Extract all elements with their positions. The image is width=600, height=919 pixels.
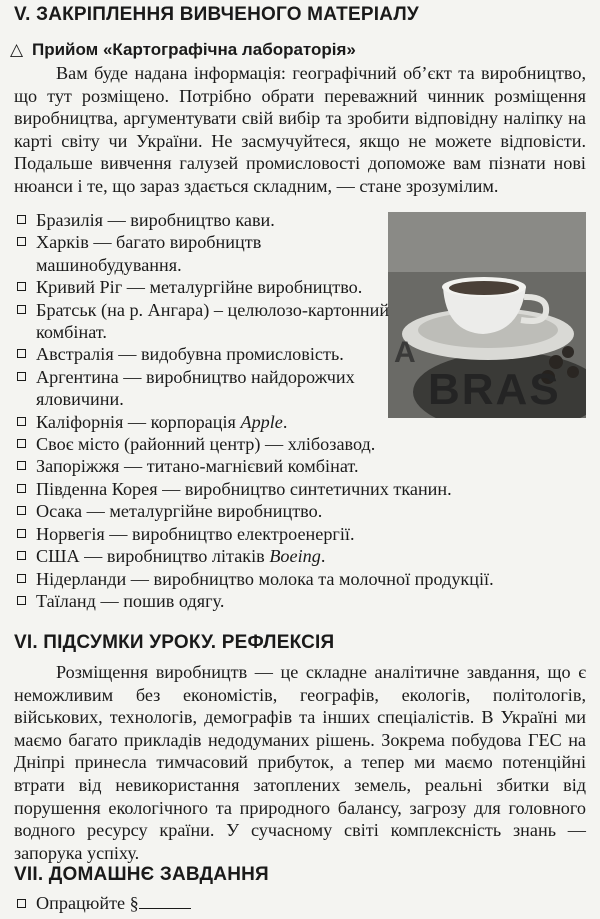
checkbox-icon [17, 596, 26, 605]
photo-letters-a: A [394, 336, 416, 369]
checkbox-icon [17, 484, 26, 493]
checkbox-icon [17, 439, 26, 448]
checkbox-icon [17, 237, 26, 246]
section-7-title: VII. ДОМАШНЄ ЗАВДАННЯ [14, 864, 269, 885]
intro-paragraph: Вам буде надана інформація: географічний об’єкт та виробництво, що тут розміщено. Потрібно обрати переважний чинник розміщення виробництва, аргументувати свій вибір та зробити відповідну наліпку на карті світу чи України. Не засмучуйтеся, якщо не можете відповісти. Подальше вивчення галузей промисловості допоможе вам пізнати нові нюанси і те, що зараз здається складним, — стане зрозумілим. [14, 63, 586, 196]
checkbox-icon [17, 372, 26, 381]
list-item: Нідерланди — виробництво молока та молочної продукції. [14, 568, 586, 590]
list-item: Норвегія — виробництво електроенергії. [14, 523, 586, 545]
list-item: Кривий Ріг — металургійне виробництво. [14, 276, 396, 298]
homework-task: Опрацюйте § [36, 893, 139, 913]
list-item: Аргентина — виробництво найдорожчих яловичини. [14, 366, 396, 411]
paragraph-number-blank[interactable] [139, 894, 191, 909]
list-item: Харків — багато виробництв машинобудування. [14, 231, 396, 276]
list-item: Запоріжжя — титано-магнієвий комбінат. [14, 455, 586, 477]
section-6-title: VI. ПІДСУМКИ УРОКУ. РЕФЛЕКСІЯ [14, 632, 335, 653]
list-item: США — виробництво літаків Boeing. [14, 545, 586, 567]
checkbox-icon [17, 215, 26, 224]
homework-item [14, 893, 191, 914]
technique-heading [10, 40, 356, 60]
technique-title: Прийом «Картографічна лабораторія» [32, 40, 356, 59]
list-item: Таїланд — пошив одягу. [14, 590, 586, 612]
list-item: Братськ (на р. Ангара) – целюлозо-картонний комбінат. [14, 299, 396, 344]
list-item: Осака — металургійне виробництво. [14, 500, 586, 522]
triangle-icon: △ [10, 40, 24, 59]
list-item: Бразилія — виробництво кави. [14, 209, 396, 231]
section-5-title: V. ЗАКРІПЛЕННЯ ВИВЧЕНОГО МАТЕРІАЛУ [14, 4, 419, 25]
reflection-paragraph: Розміщення виробництв — це складне аналітичне завдання, що є неможливим без економістів, географів, екологів, політологів, військових, технологів, демографів та інших спеціалістів. В Україні ми маємо багато прикладів недодуманих рішень. Зокрема побудова ГЕС на Дніпрі принесла тимчасовий прибуток, а тепер ми маємо потенційні втрати від невикористання затоплених земель, реальні збитки від порушення екологічного та природного балансу, загрозу для головного водного ресурсу країни. У сучасному світі комплексність знань — запорука успіху. [14, 662, 586, 863]
checkbox-icon [17, 461, 26, 470]
checkbox-icon [17, 529, 26, 538]
checkbox-icon [17, 417, 26, 426]
location-list [14, 209, 586, 612]
list-item: Австралія — видобувна промисловість. [14, 343, 396, 365]
list-item: Каліфорнія — корпорація Apple. [14, 411, 586, 433]
checkbox-icon [17, 305, 26, 314]
checkbox-icon [17, 282, 26, 291]
checkbox-icon [17, 551, 26, 560]
checkbox-icon [17, 506, 26, 515]
checkbox-icon [17, 574, 26, 583]
checkbox-icon [17, 349, 26, 358]
checkbox-icon [17, 899, 26, 908]
list-item: Південна Корея — виробництво синтетичних тканин. [14, 478, 586, 500]
photo-caption: BRAS [428, 365, 561, 414]
list-item: Своє місто (районний центр) — хлібозавод. [14, 433, 586, 455]
